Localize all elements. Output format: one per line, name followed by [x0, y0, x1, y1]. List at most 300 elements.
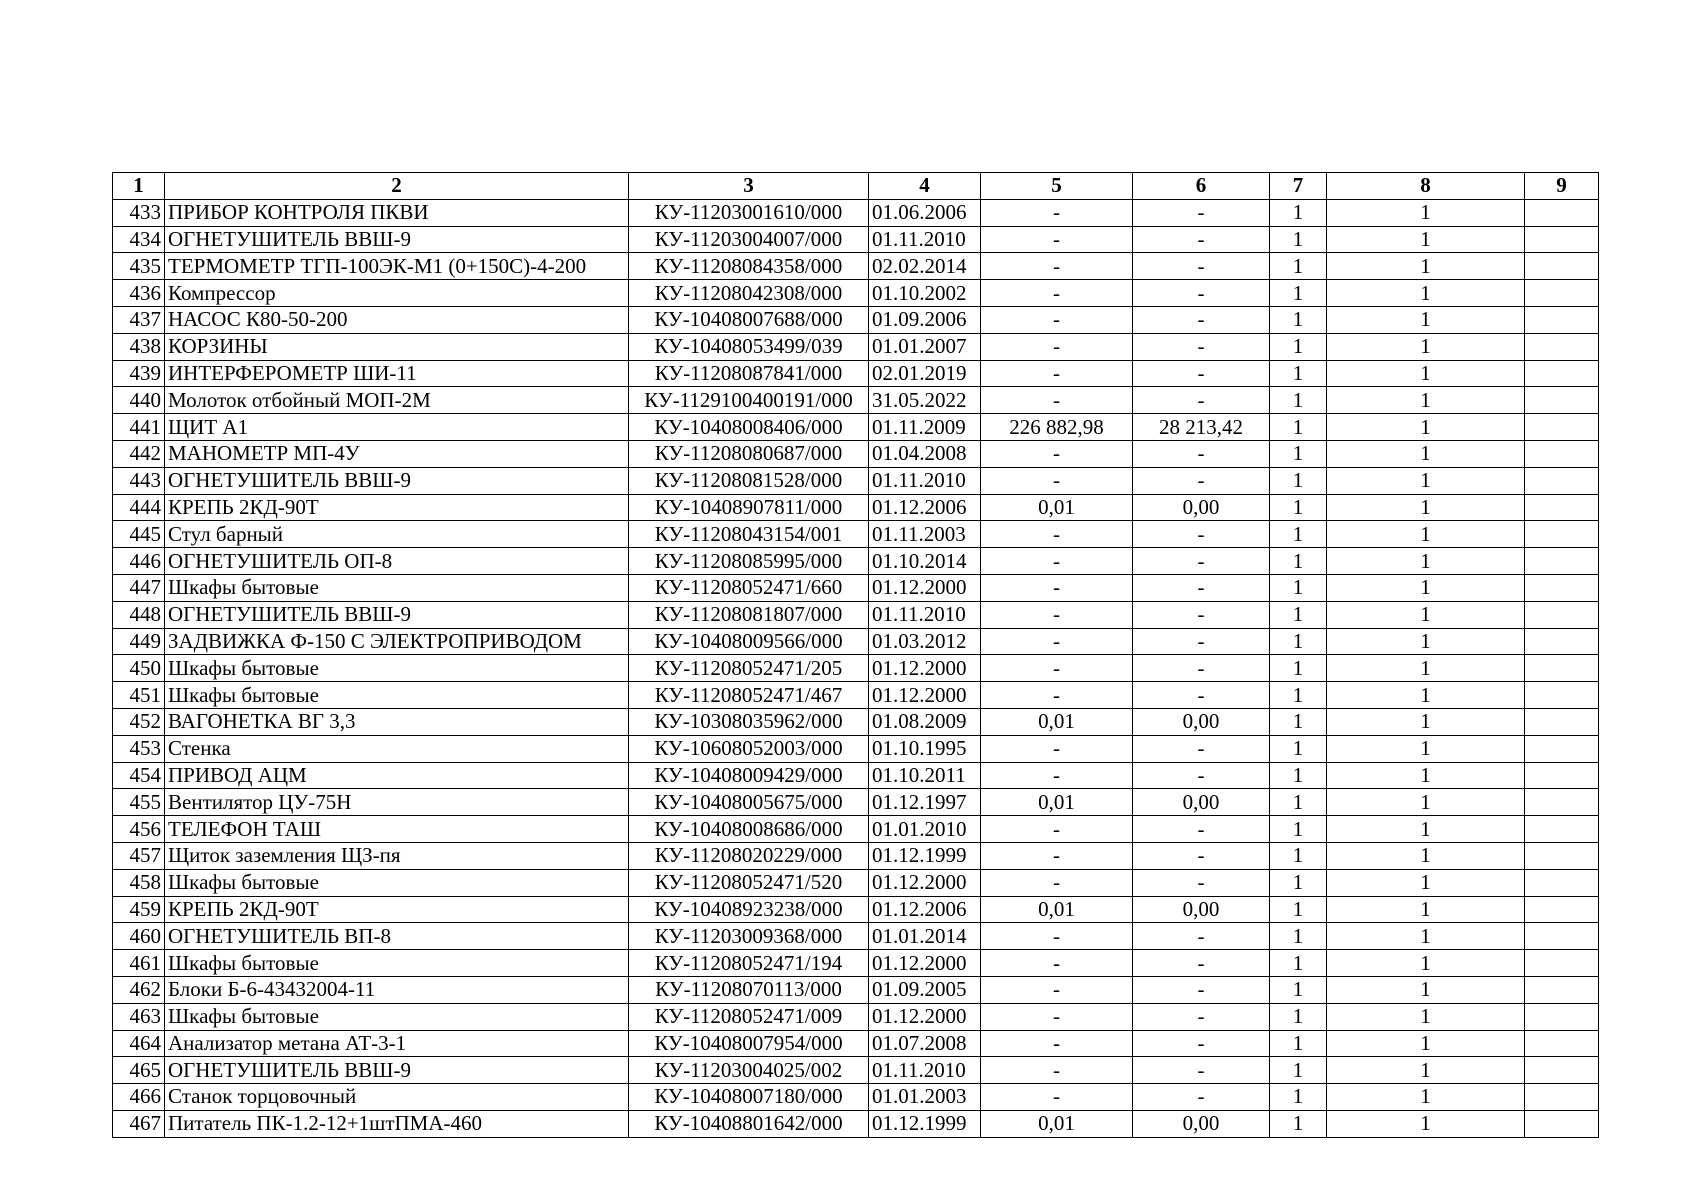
actual-quantity-cell: 1 — [1327, 574, 1525, 601]
quantity-cell: 1 — [1270, 842, 1327, 869]
inventory-code-cell: КУ-10608052003/000 — [629, 735, 869, 762]
item-name-cell: ТЕРМОМЕТР ТГП-100ЭК-М1 (0+150С)-4-200 — [165, 253, 629, 280]
table-row — [113, 414, 1599, 441]
value-cell: - — [981, 253, 1133, 280]
item-name-cell: ВАГОНЕТКА ВГ 3,3 — [165, 708, 629, 735]
inventory-code-cell: КУ-10408008686/000 — [629, 816, 869, 843]
row-number-cell: 440 — [113, 387, 165, 414]
row-number-cell: 446 — [113, 548, 165, 575]
actual-quantity-cell: 1 — [1327, 1030, 1525, 1057]
item-name-cell: Компрессор — [165, 280, 629, 307]
quantity-cell: 1 — [1270, 708, 1327, 735]
quantity-cell: 1 — [1270, 1003, 1327, 1030]
item-name-cell: КРЕПЬ 2КД-90Т — [165, 494, 629, 521]
actual-quantity-cell: 1 — [1327, 816, 1525, 843]
quantity-cell: 1 — [1270, 976, 1327, 1003]
actual-quantity-cell: 1 — [1327, 708, 1525, 735]
table-row — [113, 842, 1599, 869]
residual-value-cell: - — [1133, 655, 1270, 682]
quantity-cell: 1 — [1270, 360, 1327, 387]
table-row — [113, 1057, 1599, 1084]
date-cell: 01.01.2007 — [869, 333, 981, 360]
residual-value-cell: - — [1133, 360, 1270, 387]
table-body — [113, 199, 1599, 1137]
date-cell: 01.09.2006 — [869, 306, 981, 333]
row-number-cell: 461 — [113, 950, 165, 977]
item-name-cell: Шкафы бытовые — [165, 950, 629, 977]
date-cell: 01.07.2008 — [869, 1030, 981, 1057]
actual-quantity-cell: 1 — [1327, 1110, 1525, 1137]
inventory-code-cell: КУ-11208081807/000 — [629, 601, 869, 628]
date-cell: 01.11.2010 — [869, 226, 981, 253]
date-cell: 01.11.2010 — [869, 1057, 981, 1084]
actual-quantity-cell: 1 — [1327, 896, 1525, 923]
inventory-code-cell: КУ-10408007954/000 — [629, 1030, 869, 1057]
date-cell: 01.06.2006 — [869, 199, 981, 226]
value-cell: 0,01 — [981, 494, 1133, 521]
row-number-cell: 453 — [113, 735, 165, 762]
table-row — [113, 440, 1599, 467]
row-number-cell: 455 — [113, 789, 165, 816]
note-cell — [1525, 1057, 1599, 1084]
row-number-cell: 458 — [113, 869, 165, 896]
row-number-cell: 441 — [113, 414, 165, 441]
note-cell — [1525, 708, 1599, 735]
table-row — [113, 467, 1599, 494]
note-cell — [1525, 923, 1599, 950]
inventory-code-cell: КУ-10408007180/000 — [629, 1084, 869, 1111]
quantity-cell: 1 — [1270, 869, 1327, 896]
inventory-code-cell: КУ-11208052471/467 — [629, 682, 869, 709]
value-cell: - — [981, 682, 1133, 709]
inventory-code-cell: КУ-11203009368/000 — [629, 923, 869, 950]
table-row — [113, 199, 1599, 226]
item-name-cell: МАНОМЕТР МП-4У — [165, 440, 629, 467]
note-cell — [1525, 816, 1599, 843]
quantity-cell: 1 — [1270, 1084, 1327, 1111]
residual-value-cell: - — [1133, 440, 1270, 467]
note-cell — [1525, 280, 1599, 307]
actual-quantity-cell: 1 — [1327, 628, 1525, 655]
row-number-cell: 445 — [113, 521, 165, 548]
inventory-code-cell: КУ-11208070113/000 — [629, 976, 869, 1003]
inventory-code-cell: КУ-10408005675/000 — [629, 789, 869, 816]
value-cell: 0,01 — [981, 789, 1133, 816]
value-cell: - — [981, 735, 1133, 762]
table-row — [113, 1003, 1599, 1030]
quantity-cell: 1 — [1270, 601, 1327, 628]
inventory-code-cell: КУ-11208081528/000 — [629, 467, 869, 494]
residual-value-cell: - — [1133, 548, 1270, 575]
actual-quantity-cell: 1 — [1327, 387, 1525, 414]
note-cell — [1525, 1084, 1599, 1111]
date-cell: 01.10.1995 — [869, 735, 981, 762]
value-cell: - — [981, 762, 1133, 789]
item-name-cell: Шкафы бытовые — [165, 574, 629, 601]
date-cell: 01.04.2008 — [869, 440, 981, 467]
value-cell: - — [981, 655, 1133, 682]
inventory-code-cell: КУ-11203001610/000 — [629, 199, 869, 226]
residual-value-cell: - — [1133, 869, 1270, 896]
table-row — [113, 1110, 1599, 1137]
value-cell: - — [981, 842, 1133, 869]
date-cell: 01.10.2014 — [869, 548, 981, 575]
quantity-cell: 1 — [1270, 494, 1327, 521]
value-cell: - — [981, 548, 1133, 575]
table-row — [113, 226, 1599, 253]
date-cell: 31.05.2022 — [869, 387, 981, 414]
actual-quantity-cell: 1 — [1327, 360, 1525, 387]
row-number-cell: 452 — [113, 708, 165, 735]
residual-value-cell: - — [1133, 762, 1270, 789]
row-number-cell: 437 — [113, 306, 165, 333]
row-number-cell: 454 — [113, 762, 165, 789]
inventory-code-cell: КУ-1129100400191/000 — [629, 387, 869, 414]
date-cell: 01.03.2012 — [869, 628, 981, 655]
note-cell — [1525, 306, 1599, 333]
value-cell: - — [981, 816, 1133, 843]
item-name-cell: Станок торцовочный — [165, 1084, 629, 1111]
item-name-cell: КОРЗИНЫ — [165, 333, 629, 360]
date-cell: 01.12.2000 — [869, 1003, 981, 1030]
table-row — [113, 253, 1599, 280]
residual-value-cell: - — [1133, 976, 1270, 1003]
row-number-cell: 443 — [113, 467, 165, 494]
table-row — [113, 682, 1599, 709]
row-number-cell: 466 — [113, 1084, 165, 1111]
actual-quantity-cell: 1 — [1327, 789, 1525, 816]
date-cell: 01.01.2010 — [869, 816, 981, 843]
note-cell — [1525, 440, 1599, 467]
quantity-cell: 1 — [1270, 574, 1327, 601]
date-cell: 01.01.2014 — [869, 923, 981, 950]
residual-value-cell: - — [1133, 1030, 1270, 1057]
table-row — [113, 628, 1599, 655]
quantity-cell: 1 — [1270, 789, 1327, 816]
date-cell: 01.10.2011 — [869, 762, 981, 789]
note-cell — [1525, 842, 1599, 869]
item-name-cell: ЗАДВИЖКА Ф-150 С ЭЛЕКТРОПРИВОДОМ — [165, 628, 629, 655]
table-row — [113, 950, 1599, 977]
residual-value-cell: - — [1133, 387, 1270, 414]
residual-value-cell: - — [1133, 226, 1270, 253]
item-name-cell: Стул барный — [165, 521, 629, 548]
value-cell: - — [981, 1030, 1133, 1057]
residual-value-cell: - — [1133, 923, 1270, 950]
actual-quantity-cell: 1 — [1327, 467, 1525, 494]
note-cell — [1525, 601, 1599, 628]
actual-quantity-cell: 1 — [1327, 1057, 1525, 1084]
inventory-code-cell: КУ-11208052471/009 — [629, 1003, 869, 1030]
inventory-code-cell: КУ-11208080687/000 — [629, 440, 869, 467]
value-cell: - — [981, 628, 1133, 655]
inventory-code-cell: КУ-11208085995/000 — [629, 548, 869, 575]
inventory-code-cell: КУ-10308035962/000 — [629, 708, 869, 735]
note-cell — [1525, 467, 1599, 494]
inventory-code-cell: КУ-10408801642/000 — [629, 1110, 869, 1137]
note-cell — [1525, 762, 1599, 789]
note-cell — [1525, 360, 1599, 387]
row-number-cell: 439 — [113, 360, 165, 387]
note-cell — [1525, 414, 1599, 441]
residual-value-cell: - — [1133, 628, 1270, 655]
table-row — [113, 976, 1599, 1003]
quantity-cell: 1 — [1270, 253, 1327, 280]
item-name-cell: Шкафы бытовые — [165, 655, 629, 682]
column-header-4: 4 — [869, 173, 981, 200]
residual-value-cell: 0,00 — [1133, 789, 1270, 816]
date-cell: 01.12.2000 — [869, 655, 981, 682]
actual-quantity-cell: 1 — [1327, 869, 1525, 896]
quantity-cell: 1 — [1270, 816, 1327, 843]
date-cell: 01.12.2000 — [869, 574, 981, 601]
actual-quantity-cell: 1 — [1327, 414, 1525, 441]
inventory-code-cell: КУ-10408907811/000 — [629, 494, 869, 521]
note-cell — [1525, 333, 1599, 360]
quantity-cell: 1 — [1270, 387, 1327, 414]
actual-quantity-cell: 1 — [1327, 440, 1525, 467]
quantity-cell: 1 — [1270, 628, 1327, 655]
actual-quantity-cell: 1 — [1327, 226, 1525, 253]
residual-value-cell: - — [1133, 950, 1270, 977]
row-number-cell: 449 — [113, 628, 165, 655]
item-name-cell: Молоток отбойный МОП-2М — [165, 387, 629, 414]
item-name-cell: ОГНЕТУШИТЕЛЬ ВВШ-9 — [165, 601, 629, 628]
value-cell: - — [981, 226, 1133, 253]
value-cell: - — [981, 440, 1133, 467]
residual-value-cell: - — [1133, 1003, 1270, 1030]
actual-quantity-cell: 1 — [1327, 253, 1525, 280]
quantity-cell: 1 — [1270, 199, 1327, 226]
item-name-cell: ОГНЕТУШИТЕЛЬ ВВШ-9 — [165, 1057, 629, 1084]
row-number-cell: 460 — [113, 923, 165, 950]
inventory-code-cell: КУ-11208052471/520 — [629, 869, 869, 896]
date-cell: 01.12.1999 — [869, 1110, 981, 1137]
actual-quantity-cell: 1 — [1327, 655, 1525, 682]
item-name-cell: Шкафы бытовые — [165, 682, 629, 709]
date-cell: 01.11.2010 — [869, 601, 981, 628]
actual-quantity-cell: 1 — [1327, 548, 1525, 575]
residual-value-cell: - — [1133, 521, 1270, 548]
value-cell: - — [981, 360, 1133, 387]
actual-quantity-cell: 1 — [1327, 923, 1525, 950]
value-cell: - — [981, 306, 1133, 333]
actual-quantity-cell: 1 — [1327, 1003, 1525, 1030]
row-number-cell: 447 — [113, 574, 165, 601]
note-cell — [1525, 199, 1599, 226]
quantity-cell: 1 — [1270, 548, 1327, 575]
note-cell — [1525, 1110, 1599, 1137]
quantity-cell: 1 — [1270, 655, 1327, 682]
residual-value-cell: - — [1133, 280, 1270, 307]
inventory-code-cell: КУ-11208052471/194 — [629, 950, 869, 977]
value-cell: 0,01 — [981, 708, 1133, 735]
quantity-cell: 1 — [1270, 280, 1327, 307]
row-number-cell: 462 — [113, 976, 165, 1003]
note-cell — [1525, 494, 1599, 521]
inventory-code-cell: КУ-10408009429/000 — [629, 762, 869, 789]
item-name-cell: Питатель ПК-1.2-12+1штПМА-460 — [165, 1110, 629, 1137]
note-cell — [1525, 950, 1599, 977]
item-name-cell: Анализатор метана АТ-3-1 — [165, 1030, 629, 1057]
residual-value-cell: - — [1133, 333, 1270, 360]
inventory-code-cell: КУ-11203004025/002 — [629, 1057, 869, 1084]
row-number-cell: 465 — [113, 1057, 165, 1084]
table-row — [113, 1084, 1599, 1111]
value-cell: - — [981, 280, 1133, 307]
column-header-6: 6 — [1133, 173, 1270, 200]
table-row — [113, 494, 1599, 521]
column-header-3: 3 — [629, 173, 869, 200]
inventory-code-cell: КУ-10408923238/000 — [629, 896, 869, 923]
value-cell: - — [981, 923, 1133, 950]
inventory-code-cell: КУ-11208084358/000 — [629, 253, 869, 280]
actual-quantity-cell: 1 — [1327, 950, 1525, 977]
row-number-cell: 434 — [113, 226, 165, 253]
note-cell — [1525, 226, 1599, 253]
date-cell: 01.01.2003 — [869, 1084, 981, 1111]
quantity-cell: 1 — [1270, 306, 1327, 333]
table-row — [113, 280, 1599, 307]
date-cell: 01.12.2000 — [869, 869, 981, 896]
actual-quantity-cell: 1 — [1327, 306, 1525, 333]
residual-value-cell: - — [1133, 842, 1270, 869]
quantity-cell: 1 — [1270, 467, 1327, 494]
actual-quantity-cell: 1 — [1327, 842, 1525, 869]
residual-value-cell: - — [1133, 253, 1270, 280]
value-cell: - — [981, 521, 1133, 548]
note-cell — [1525, 682, 1599, 709]
residual-value-cell: - — [1133, 199, 1270, 226]
item-name-cell: ОГНЕТУШИТЕЛЬ ВП-8 — [165, 923, 629, 950]
item-name-cell: Стенка — [165, 735, 629, 762]
item-name-cell: ТЕЛЕФОН ТАШ — [165, 816, 629, 843]
inventory-code-cell: КУ-10408008406/000 — [629, 414, 869, 441]
inventory-table — [112, 172, 1599, 1138]
item-name-cell: Вентилятор ЦУ-75Н — [165, 789, 629, 816]
inventory-code-cell: КУ-11208052471/205 — [629, 655, 869, 682]
value-cell: 0,01 — [981, 896, 1133, 923]
row-number-cell: 448 — [113, 601, 165, 628]
quantity-cell: 1 — [1270, 950, 1327, 977]
table-row — [113, 869, 1599, 896]
item-name-cell: Шкафы бытовые — [165, 1003, 629, 1030]
value-cell: - — [981, 1057, 1133, 1084]
table-row — [113, 521, 1599, 548]
actual-quantity-cell: 1 — [1327, 280, 1525, 307]
note-cell — [1525, 1030, 1599, 1057]
quantity-cell: 1 — [1270, 896, 1327, 923]
residual-value-cell: - — [1133, 467, 1270, 494]
date-cell: 01.08.2009 — [869, 708, 981, 735]
table-row — [113, 896, 1599, 923]
date-cell: 02.02.2014 — [869, 253, 981, 280]
date-cell: 01.11.2010 — [869, 467, 981, 494]
item-name-cell: КРЕПЬ 2КД-90Т — [165, 896, 629, 923]
table-row — [113, 789, 1599, 816]
table-row — [113, 548, 1599, 575]
inventory-code-cell: КУ-11203004007/000 — [629, 226, 869, 253]
value-cell: - — [981, 950, 1133, 977]
note-cell — [1525, 896, 1599, 923]
row-number-cell: 435 — [113, 253, 165, 280]
date-cell: 01.10.2002 — [869, 280, 981, 307]
residual-value-cell: 0,00 — [1133, 494, 1270, 521]
quantity-cell: 1 — [1270, 226, 1327, 253]
date-cell: 01.11.2003 — [869, 521, 981, 548]
row-number-cell: 451 — [113, 682, 165, 709]
date-cell: 01.11.2009 — [869, 414, 981, 441]
quantity-cell: 1 — [1270, 1057, 1327, 1084]
column-header-2: 2 — [165, 173, 629, 200]
inventory-code-cell: КУ-11208043154/001 — [629, 521, 869, 548]
quantity-cell: 1 — [1270, 333, 1327, 360]
actual-quantity-cell: 1 — [1327, 521, 1525, 548]
item-name-cell: ЩИТ А1 — [165, 414, 629, 441]
residual-value-cell: - — [1133, 601, 1270, 628]
table-row — [113, 574, 1599, 601]
inventory-code-cell: КУ-11208020229/000 — [629, 842, 869, 869]
note-cell — [1525, 976, 1599, 1003]
row-number-cell: 467 — [113, 1110, 165, 1137]
value-cell: - — [981, 467, 1133, 494]
actual-quantity-cell: 1 — [1327, 976, 1525, 1003]
date-cell: 01.12.2006 — [869, 494, 981, 521]
row-number-cell: 442 — [113, 440, 165, 467]
table-row — [113, 816, 1599, 843]
quantity-cell: 1 — [1270, 521, 1327, 548]
item-name-cell: ИНТЕРФЕРОМЕТР ШИ-11 — [165, 360, 629, 387]
residual-value-cell: 0,00 — [1133, 1110, 1270, 1137]
item-name-cell: Шкафы бытовые — [165, 869, 629, 896]
actual-quantity-cell: 1 — [1327, 1084, 1525, 1111]
item-name-cell: ОГНЕТУШИТЕЛЬ ВВШ-9 — [165, 226, 629, 253]
row-number-cell: 444 — [113, 494, 165, 521]
table-row — [113, 387, 1599, 414]
note-cell — [1525, 735, 1599, 762]
note-cell — [1525, 1003, 1599, 1030]
table-row — [113, 333, 1599, 360]
item-name-cell: ОГНЕТУШИТЕЛЬ ВВШ-9 — [165, 467, 629, 494]
date-cell: 01.12.2000 — [869, 682, 981, 709]
value-cell: - — [981, 869, 1133, 896]
residual-value-cell: - — [1133, 735, 1270, 762]
note-cell — [1525, 521, 1599, 548]
residual-value-cell: 28 213,42 — [1133, 414, 1270, 441]
row-number-cell: 438 — [113, 333, 165, 360]
residual-value-cell: 0,00 — [1133, 708, 1270, 735]
value-cell: - — [981, 1003, 1133, 1030]
column-header-9: 9 — [1525, 173, 1599, 200]
quantity-cell: 1 — [1270, 414, 1327, 441]
column-header-5: 5 — [981, 173, 1133, 200]
date-cell: 01.12.2006 — [869, 896, 981, 923]
actual-quantity-cell: 1 — [1327, 199, 1525, 226]
row-number-cell: 433 — [113, 199, 165, 226]
value-cell: - — [981, 574, 1133, 601]
table-row — [113, 735, 1599, 762]
column-header-7: 7 — [1270, 173, 1327, 200]
value-cell: - — [981, 333, 1133, 360]
quantity-cell: 1 — [1270, 762, 1327, 789]
inventory-code-cell: КУ-10408007688/000 — [629, 306, 869, 333]
row-number-cell: 436 — [113, 280, 165, 307]
quantity-cell: 1 — [1270, 682, 1327, 709]
note-cell — [1525, 628, 1599, 655]
note-cell — [1525, 253, 1599, 280]
item-name-cell: ПРИБОР КОНТРОЛЯ ПКВИ — [165, 199, 629, 226]
actual-quantity-cell: 1 — [1327, 333, 1525, 360]
